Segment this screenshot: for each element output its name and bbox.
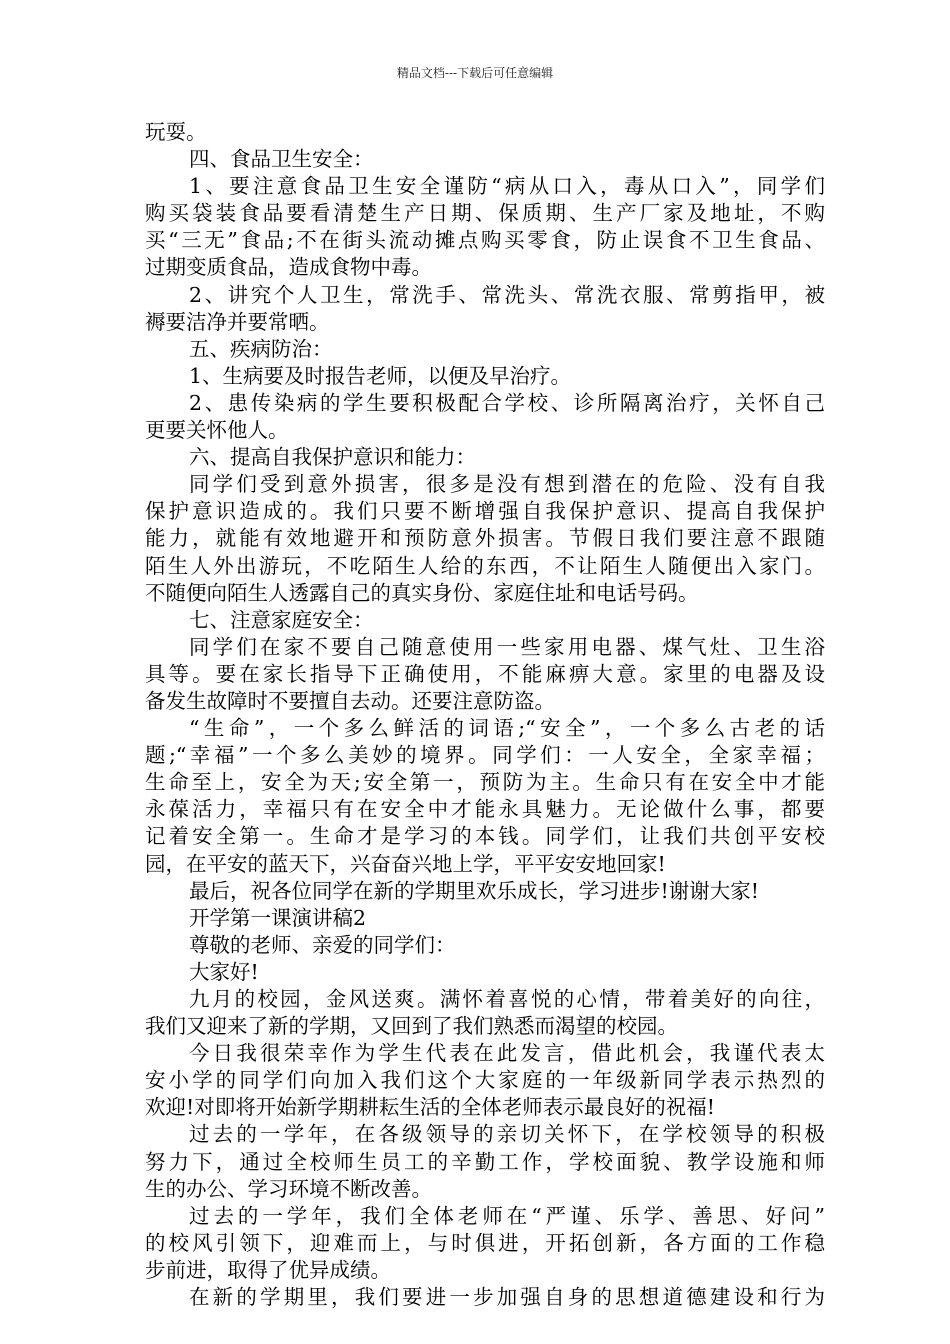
text-line: 同学们受到意外损害，很多是没有想到潜在的危险、没有自我 — [189, 472, 825, 497]
text-line: 更要关怀他人。 — [145, 418, 289, 443]
text-line: 生的办公、学习环境不断改善。 — [145, 1176, 432, 1201]
text-line: 2、讲究个人卫生，常洗手、常洗头、常洗衣服、常剪指甲，被 — [189, 282, 825, 307]
text-line: 买“三无”食品;不在街头流动摊点购买零食，防止误食不卫生食品、 — [145, 228, 825, 253]
text-line: 过期变质食品，造成食物中毒。 — [145, 255, 432, 280]
text-line: 褥要洁净并要常晒。 — [145, 309, 330, 334]
text-line: 题;“幸福”一个多么美妙的境界。同学们：一人安全，全家幸福； — [145, 743, 825, 768]
text-line: 记着安全第一。生命才是学习的本钱。同学们，让我们共创平安校 — [145, 824, 825, 849]
text-line: 保护意识造成的。我们只要不断增强自我保护意识、提高自我保护 — [145, 499, 825, 524]
text-line: 过去的一学年，我们全体老师在“严谨、乐学、善思、好问” — [189, 1203, 825, 1228]
text-line: 不随便向陌生人透露自己的真实身份、家庭住址和电话号码。 — [145, 580, 699, 605]
text-line: 步前进，取得了优异成绩。 — [145, 1257, 391, 1282]
text-line: 大家好! — [189, 959, 259, 984]
text-line: 具等。要在家长指导下正确使用，不能麻痹大意。家里的电器及设 — [145, 661, 825, 686]
document-body — [145, 119, 825, 1311]
text-line: 努力下，通过全校师生员工的辛勤工作，学校面貌、教学设施和师 — [145, 1149, 825, 1174]
page-header: 精品文档---下载后可任意编辑 — [396, 66, 554, 80]
text-line: 购买袋装食品要看清楚生产日期、保质期、生产厂家及地址，不购 — [145, 201, 825, 226]
text-line: 永葆活力，幸福只有在安全中才能永具魅力。无论做什么事，都要 — [145, 797, 825, 822]
text-line: 欢迎!对即将开始新学期耕耘生活的全体老师表示最良好的祝福! — [145, 1095, 715, 1120]
text-line: 1、要注意食品卫生安全谨防“病从口入，毒从口入”，同学们 — [189, 174, 825, 199]
text-line: 六、提高自我保护意识和能力： — [189, 445, 476, 470]
text-line: 陌生人外出游玩，不吃陌生人给的东西，不让陌生人随便出入家门。 — [145, 553, 825, 578]
text-line: 生命至上，安全为天;安全第一，预防为主。生命只有在安全中才能 — [145, 770, 825, 795]
text-line: 我们又迎来了新的学期，又回到了我们熟悉而渴望的校园。 — [145, 1014, 678, 1039]
text-line: 今日我很荣幸作为学生代表在此发言，借此机会，我谨代表太 — [189, 1041, 825, 1066]
text-line: 的校风引领下，迎难而上，与时俱进，开拓创新，各方面的工作稳 — [145, 1230, 825, 1255]
text-line: 1、生病要及时报告老师，以便及早治疗。 — [189, 363, 572, 388]
text-line: 在新的学期里，我们要进一步加强自身的思想道德建设和行为 — [189, 1285, 825, 1310]
text-line: 九月的校园，金风送爽。满怀着喜悦的心情，带着美好的向往， — [189, 987, 825, 1011]
text-line: 最后，祝各位同学在新的学期里欢乐成长，学习进步!谢谢大家! — [189, 878, 759, 903]
text-line: 2、患传染病的学生要积极配合学校、诊所隔离治疗，关怀自己 — [189, 390, 825, 415]
text-line: 园，在平安的蓝天下，兴奋奋兴地上学，平平安安地回家! — [145, 851, 666, 876]
text-line: 安小学的同学们向加入我们这个大家庭的一年级新同学表示热烈的 — [145, 1068, 825, 1093]
text-line: 备发生故障时不要擅自去动。还要注意防盗。 — [145, 688, 555, 713]
text-line: 七、注意家庭安全： — [189, 607, 374, 632]
text-line: 四、食品卫生安全： — [189, 147, 374, 172]
text-line: 尊敬的老师、亲爱的同学们： — [189, 932, 456, 957]
text-line: 过去的一学年，在各级领导的亲切关怀下，在学校领导的积极 — [189, 1122, 825, 1147]
text-line: “生命”，一个多么鲜活的词语;“安全”，一个多么古老的话 — [189, 716, 825, 741]
text-line: 开学第一课演讲稿2 — [189, 905, 367, 930]
text-line: 玩耍。 — [145, 120, 207, 144]
text-line: 同学们在家不要自己随意使用一些家用电器、煤气灶、卫生浴 — [189, 634, 825, 659]
text-line: 五、疾病防治： — [189, 336, 333, 361]
text-line: 能力，就能有效地避开和预防意外损害。节假日我们要注意不跟随 — [145, 526, 825, 551]
